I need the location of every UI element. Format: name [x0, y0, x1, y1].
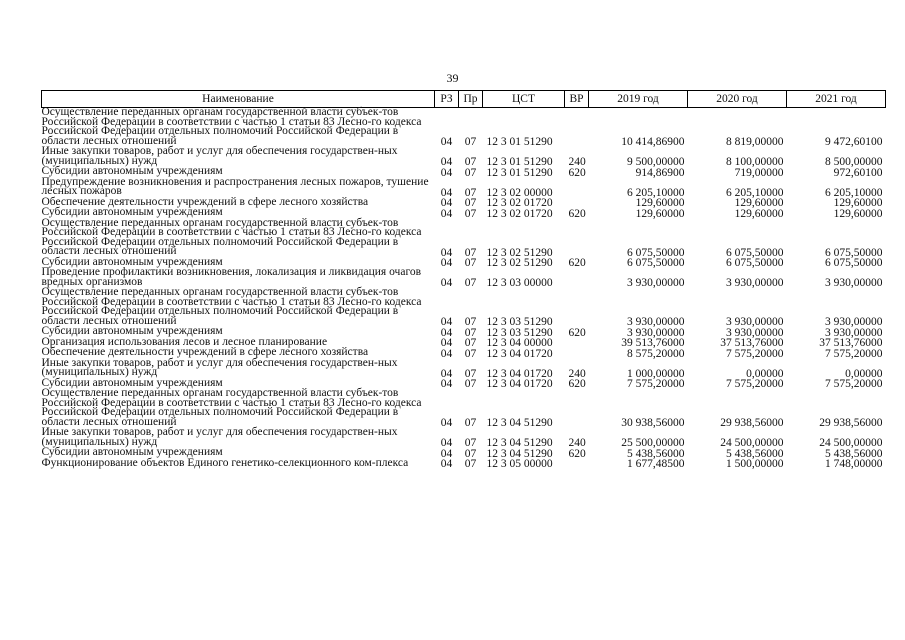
- row-2020-amount: 29 938,56000: [720, 417, 784, 429]
- row-rz: 04: [440, 156, 453, 168]
- row-vr: 240: [568, 156, 586, 168]
- row-cst: 12 3 04 01720: [486, 347, 553, 360]
- row-2019-amount: 30 938,56000: [621, 417, 685, 429]
- table-row: [42, 178, 886, 198]
- row-cst: 12 3 03 51290: [486, 326, 553, 339]
- row-2021-amount: 129,60000: [833, 207, 883, 220]
- row-2019-amount: 1 677,48500: [627, 458, 685, 470]
- row-rz: 04: [440, 136, 453, 148]
- row-vr: 620: [568, 166, 586, 179]
- row-name: Осуществление переданных органам государственной власти субъек-тов Российской Федерации в соответствии с частью 1 статьи 83 Лесно-го кодекса Российской Федерации отдельных полномочий Российской Федерации в области лесных отношений: [41, 216, 422, 257]
- row-name: Осуществление переданных органам государственной власти субъек-тов Российской Федерации в соответствии с частью 1 статьи 83 Лесно-го кодекса Российской Федерации отдельных полномочий Российской Федерации в области лесных отношений: [41, 106, 422, 147]
- row-2020-amount: 6 075,50000: [726, 257, 784, 269]
- row-name: Субсидии автономным учреждениям: [41, 206, 223, 218]
- row-pr: 07: [464, 447, 477, 460]
- row-name: Субсидии автономным учреждениям: [41, 446, 223, 458]
- row-pr: 07: [464, 437, 477, 449]
- row-2019-amount: 6 075,50000: [627, 246, 685, 259]
- row-2021-amount: 24 500,00000: [819, 437, 883, 449]
- row-vr: [565, 389, 589, 428]
- row-pr: 07: [464, 417, 477, 429]
- row-rz: 04: [440, 437, 453, 449]
- row-pr: 07: [464, 347, 477, 360]
- row-pr: 07: [464, 246, 477, 259]
- row-2020-amount: 3 930,00000: [726, 316, 784, 328]
- row-name: Иные закупки товаров, работ и услуг для обеспечения государствен-ных (муниципальных) нужд: [41, 145, 398, 167]
- row-2020-amount: 24 500,00000: [720, 437, 784, 449]
- row-2019-amount: 914,86900: [635, 166, 685, 179]
- row-2019-amount: 8 575,20000: [627, 347, 685, 360]
- table-body: [42, 108, 886, 470]
- header-2019: 2019 год: [589, 91, 688, 108]
- row-2019-amount: 25 500,00000: [621, 437, 685, 449]
- row-pr: 07: [464, 277, 477, 289]
- row-vr: [565, 348, 589, 359]
- row-rz: 04: [440, 246, 453, 259]
- row-2021-amount: 7 575,20000: [825, 347, 883, 360]
- page-number: 39: [446, 71, 459, 85]
- row-name: Предупреждение возникновения и распространения лесных пожаров, тушение лесных пожаров: [41, 175, 429, 197]
- table-row: [42, 389, 886, 428]
- row-cst: 12 3 01 51290: [486, 166, 553, 179]
- row-2019-amount: 129,60000: [635, 197, 685, 209]
- row-rz: 04: [440, 207, 453, 220]
- row-rz: 04: [440, 166, 453, 179]
- row-rz: 04: [440, 347, 453, 360]
- header-2020: 2020 год: [688, 91, 787, 108]
- row-name: Организация использования лесов и лесное планирование: [41, 335, 328, 348]
- row-name: Осуществление переданных органам государственной власти субъек-тов Российской Федерации в соответствии с частью 1 статьи 83 Лесно-го кодекса Российской Федерации отдельных полномочий Российской Федерации в области лесных отношений: [41, 387, 422, 428]
- row-pr: 07: [464, 337, 477, 349]
- row-2019-amount: 1 000,00000: [627, 367, 685, 380]
- row-pr: 07: [464, 378, 477, 390]
- row-rz: 04: [440, 447, 453, 460]
- row-2019-amount: 10 414,86900: [621, 136, 685, 148]
- row-2021-amount: 129,60000: [833, 197, 883, 209]
- row-2021-amount: 37 513,76000: [819, 337, 883, 349]
- row-2019-amount: 7 575,20000: [627, 378, 685, 390]
- row-rz: 04: [440, 458, 453, 470]
- row-rz: 04: [440, 337, 453, 349]
- row-2020-amount: 5 438,56000: [726, 447, 784, 460]
- row-2021-amount: 5 438,56000: [825, 447, 883, 460]
- row-2020-amount: 1 500,00000: [726, 458, 784, 470]
- row-cst: 12 3 04 01720: [486, 378, 553, 390]
- row-vr: [565, 338, 589, 349]
- row-2020-amount: 7 575,20000: [726, 378, 784, 390]
- row-2020-amount: 8 100,00000: [726, 156, 784, 168]
- row-name: Обеспечение деятельности учреждений в сфере лесного хозяйства: [41, 346, 369, 358]
- row-cst: 12 3 04 51290: [486, 447, 553, 460]
- header-2021: 2021 год: [787, 91, 886, 108]
- row-2021-amount: 6 205,10000: [825, 186, 883, 199]
- row-cst: 12 3 02 00000: [486, 186, 553, 199]
- row-vr: [565, 219, 589, 258]
- row-name: Субсидии автономным учреждениям: [41, 376, 223, 389]
- header-rz: РЗ: [435, 91, 459, 108]
- row-rz: 04: [440, 186, 453, 199]
- row-pr: 07: [464, 186, 477, 199]
- row-2019-amount: 3 930,00000: [627, 316, 685, 328]
- row-vr: 620: [568, 326, 586, 339]
- row-vr: 620: [568, 257, 586, 269]
- row-2021-amount: 1 748,00000: [825, 458, 883, 470]
- table-header-row: [42, 91, 886, 108]
- row-cst: 12 3 03 00000: [486, 277, 553, 289]
- table-row: [42, 219, 886, 258]
- table-row: [42, 268, 886, 288]
- row-2019-amount: 9 500,00000: [627, 156, 685, 168]
- header-name: Наименование: [42, 91, 435, 108]
- row-2021-amount: 6 075,50000: [825, 246, 883, 259]
- row-vr: 240: [568, 437, 586, 449]
- row-2020-amount: 7 575,20000: [726, 347, 784, 360]
- row-vr: [565, 288, 589, 327]
- row-vr: 620: [568, 447, 586, 460]
- row-rz: 04: [440, 417, 453, 429]
- row-name: Проведение профилактики возникновения, локализация и ликвидация очагов вредных организмов: [41, 266, 422, 288]
- row-cst: 12 3 04 51290: [486, 417, 553, 429]
- row-2019-amount: 39 513,76000: [621, 337, 685, 349]
- row-2021-amount: 972,60100: [833, 166, 883, 179]
- row-2021-amount: 3 930,00000: [825, 316, 883, 328]
- row-2020-amount: 6 205,10000: [726, 186, 784, 199]
- row-2021-amount: 3 930,00000: [825, 326, 883, 339]
- row-name: Осуществление переданных органам государственной власти субъек-тов Российской Федерации в соответствии с частью 1 статьи 83 Лесно-го кодекса Российской Федерации отдельных полномочий Российской Федерации в области лесных отношений: [41, 286, 422, 327]
- row-vr: [565, 459, 589, 470]
- row-vr: [565, 198, 589, 209]
- row-pr: 07: [464, 197, 477, 209]
- row-2019-amount: 5 438,56000: [627, 447, 685, 460]
- row-2020-amount: 3 930,00000: [726, 326, 784, 339]
- row-pr: 07: [464, 316, 477, 328]
- row-name: Обеспечение деятельности учреждений в сфере лесного хозяйства: [41, 195, 369, 208]
- table-row: [42, 428, 886, 448]
- row-cst: 12 3 03 51290: [486, 316, 553, 328]
- row-2020-amount: 129,60000: [734, 197, 784, 209]
- table-row: [42, 147, 886, 167]
- budget-table: [41, 90, 886, 469]
- table-row: [42, 288, 886, 327]
- row-2020-amount: 6 075,50000: [726, 246, 784, 259]
- row-2019-amount: 3 930,00000: [627, 277, 685, 289]
- row-2020-amount: 37 513,76000: [720, 337, 784, 349]
- table-row: [42, 359, 886, 379]
- row-pr: 07: [464, 326, 477, 339]
- row-cst: 12 3 01 51290: [486, 136, 553, 148]
- row-pr: 07: [464, 156, 477, 168]
- row-cst: 12 3 02 01720: [486, 207, 553, 220]
- row-rz: 04: [440, 367, 453, 380]
- table-row: [42, 459, 886, 470]
- row-2020-amount: 0,00000: [746, 367, 784, 380]
- row-2021-amount: 9 472,60100: [825, 136, 883, 148]
- row-vr: 620: [568, 207, 586, 220]
- row-rz: 04: [440, 316, 453, 328]
- row-vr: [565, 108, 589, 148]
- row-2019-amount: 6 205,10000: [627, 186, 685, 199]
- row-name: Субсидии автономным учреждениям: [41, 165, 223, 177]
- row-cst: 12 3 04 51290: [486, 437, 553, 449]
- row-2020-amount: 3 930,00000: [726, 277, 784, 289]
- row-name: Субсидии автономным учреждениям: [41, 325, 223, 337]
- row-2021-amount: 7 575,20000: [825, 378, 883, 390]
- row-cst: 12 3 01 51290: [486, 156, 553, 168]
- row-name: Субсидии автономным учреждениям: [41, 255, 223, 268]
- row-2019-amount: 129,60000: [635, 207, 685, 220]
- row-rz: 04: [440, 277, 453, 289]
- row-2021-amount: 6 075,50000: [825, 257, 883, 269]
- row-rz: 04: [440, 257, 453, 269]
- row-name: Иные закупки товаров, работ и услуг для обеспечения государствен-ных (муниципальных) нужд: [41, 426, 398, 448]
- row-pr: 07: [464, 458, 477, 470]
- row-name: Иные закупки товаров, работ и услуг для обеспечения государствен-ных (муниципальных) нужд: [41, 356, 398, 378]
- row-pr: 07: [464, 367, 477, 380]
- row-pr: 07: [464, 136, 477, 148]
- row-2020-amount: 8 819,00000: [726, 136, 784, 148]
- row-rz: 04: [440, 326, 453, 339]
- row-2019-amount: 6 075,50000: [627, 257, 685, 269]
- row-cst: 12 3 04 00000: [486, 337, 553, 349]
- row-name: Функционирование объектов Единого генетико-селекционного ком-плекса: [41, 456, 409, 469]
- header-vr: ВР: [565, 91, 589, 108]
- row-vr: 240: [568, 367, 586, 380]
- row-cst: 12 3 04 01720: [486, 367, 553, 380]
- row-vr: 620: [568, 378, 586, 390]
- header-cst: ЦСТ: [483, 91, 565, 108]
- row-2020-amount: 719,00000: [734, 166, 784, 179]
- row-2019-amount: 3 930,00000: [627, 326, 685, 339]
- row-cst: 12 3 05 00000: [486, 458, 553, 470]
- row-cst: 12 3 02 51290: [486, 246, 553, 259]
- row-cst: 12 3 02 01720: [486, 197, 553, 209]
- row-pr: 07: [464, 257, 477, 269]
- table-row: [42, 108, 886, 148]
- row-rz: 04: [440, 197, 453, 209]
- row-pr: 07: [464, 166, 477, 179]
- row-2021-amount: 3 930,00000: [825, 277, 883, 289]
- row-2021-amount: 8 500,00000: [825, 156, 883, 168]
- header-pr: Пр: [459, 91, 483, 108]
- row-2020-amount: 129,60000: [734, 207, 784, 220]
- row-2021-amount: 29 938,56000: [819, 417, 883, 429]
- row-2021-amount: 0,00000: [845, 367, 883, 380]
- row-cst: 12 3 02 51290: [486, 257, 553, 269]
- row-rz: 04: [440, 378, 453, 390]
- row-pr: 07: [464, 207, 477, 220]
- row-vr: [565, 268, 589, 288]
- row-vr: [565, 178, 589, 198]
